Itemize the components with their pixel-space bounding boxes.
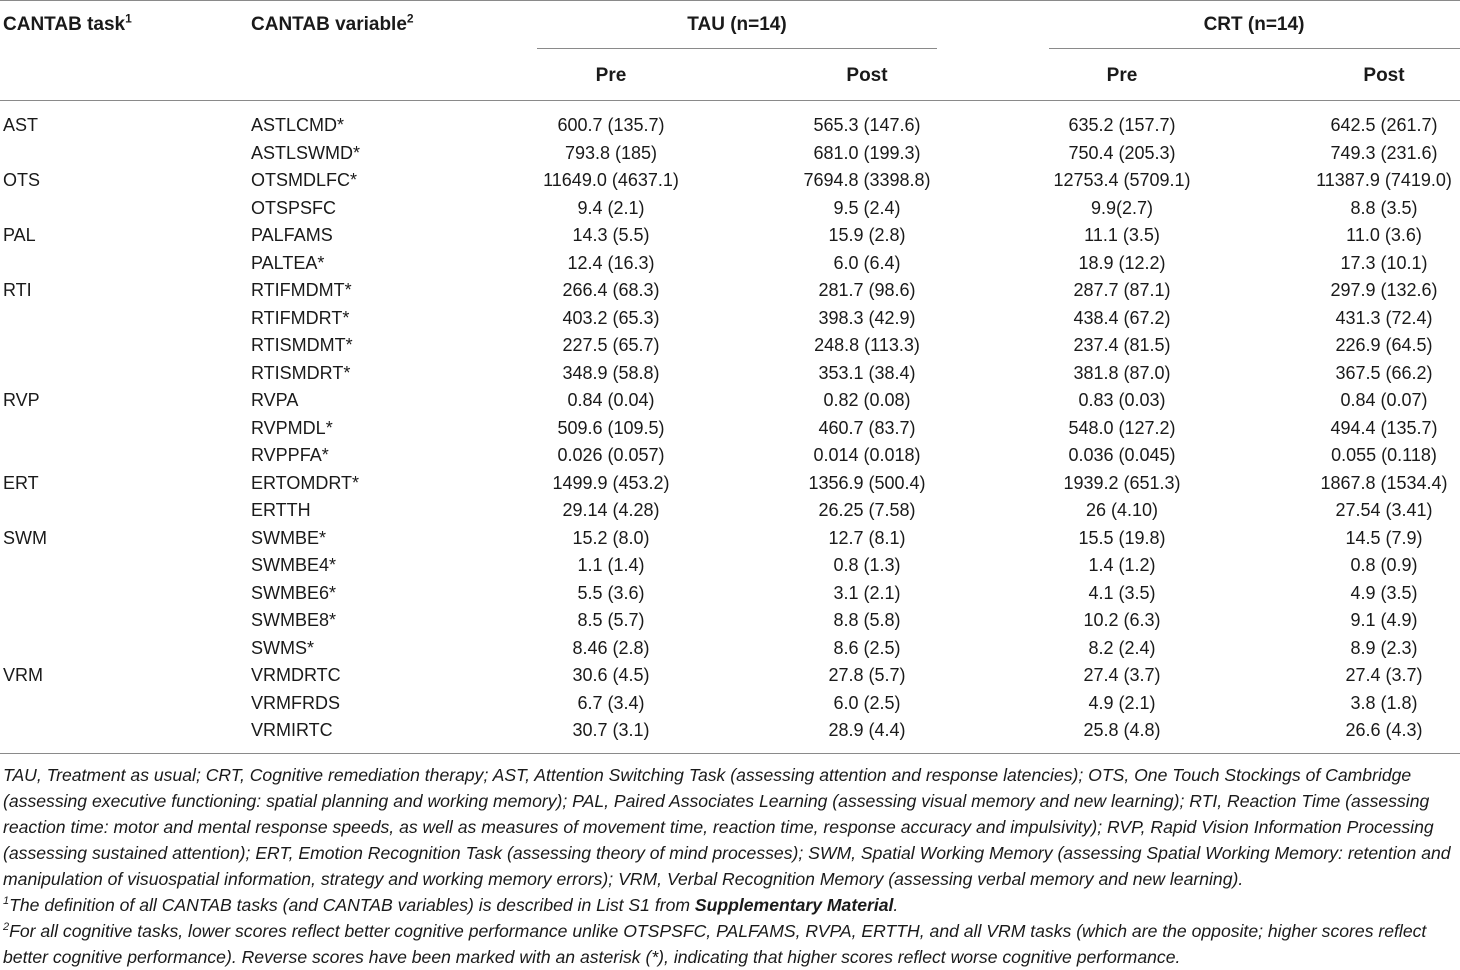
cell-variable: RTISMDMT* bbox=[251, 335, 353, 355]
cell-tau-pre: 266.4 (68.3) bbox=[562, 280, 660, 300]
cell-crt-pre: 27.4 (3.7) bbox=[1083, 665, 1161, 685]
cell-task: OTS bbox=[3, 170, 41, 190]
header-bottom-rule bbox=[0, 100, 1460, 101]
cell-variable: OTSPSFC bbox=[251, 197, 337, 218]
table-row bbox=[0, 167, 1460, 195]
table-row bbox=[0, 415, 1460, 443]
cell-tau-post: 248.8 (113.3) bbox=[814, 335, 920, 355]
cell-tau-post: 398.3 (42.9) bbox=[818, 307, 916, 328]
cell-tau-pre: 509.6 (109.5) bbox=[557, 417, 665, 438]
cell-tau-post: 6.0 (6.4) bbox=[833, 252, 901, 273]
cell-crt-pre: 12753.4 (5709.1) bbox=[1053, 170, 1191, 190]
cell-crt-post: 11387.9 (7419.0) bbox=[1316, 170, 1452, 190]
cell-variable: SWMBE8* bbox=[251, 610, 337, 630]
cell-crt-pre: 548.0 (127.2) bbox=[1068, 417, 1176, 438]
cell-tau-pre: 11649.0 (4637.1) bbox=[543, 170, 679, 190]
cell-variable: PALFAMS bbox=[251, 225, 333, 245]
footnote-1: $^1$The definition of all CANTAB tasks (and CANTAB variables) is described in List S1 from Supplementary Material. bbox=[3, 895, 899, 915]
footnote-abbreviations: TAU, Treatment as usual; CRT, Cognitive remediation therapy; AST, Attention Switching Task (assessing attention and response latencies); OTS, One Touch Stockings of Cambridge (assessing executive functioning: spatial planning and working memory); PAL, Paired Associates Learning (assessing visual memory and new learning); RTI, Reaction Time (assessing reaction time: motor and mental response speeds, as well as measures of movement time, reaction time, response accuracy and impulsivity); RVP, Rapid Vision Information Processing (assessing sustained attention); ERT, Emotion Recognition Task (assessing theory of mind processes); SWM, Spatial Working Memory (assessing Spatial Working Memory: retention and manipulation of visuospatial information, strategy and working memory errors); VRM, Verbal Recognition Memory (assessing verbal memory and new learning). bbox=[3, 765, 1451, 889]
header-crt-post: Post bbox=[1363, 65, 1405, 86]
tau-spanner-rule bbox=[537, 48, 937, 49]
table-row bbox=[0, 580, 1460, 608]
cell-crt-pre: 4.1 (3.5) bbox=[1088, 582, 1156, 603]
cell-tau-post: 15.9 (2.8) bbox=[828, 225, 906, 245]
cell-tau-post: 12.7 (8.1) bbox=[828, 527, 906, 548]
cell-variable: RTISMDRT* bbox=[251, 362, 351, 383]
cell-tau-pre: 0.84 (0.04) bbox=[567, 390, 655, 410]
table-row bbox=[0, 360, 1460, 388]
cell-crt-post: 0.8 (0.9) bbox=[1350, 555, 1418, 575]
cell-crt-pre: 25.8 (4.8) bbox=[1083, 720, 1161, 740]
cell-tau-post: 565.3 (147.6) bbox=[813, 115, 921, 135]
cell-variable: OTSMDLFC* bbox=[251, 170, 358, 190]
footnote-2: $^2$For all cognitive tasks, lower scores reflect better cognitive performance unlike OTSPSFC, PALFAMS, RVPA, ERTTH, and all VRM tasks (which are the opposite; higher scores reflect better cognitive performance). Reverse scores have been marked with an asterisk (*), indicating that higher scores reflect worse cognitive performance. bbox=[3, 921, 1427, 967]
cell-crt-post: 9.1 (4.9) bbox=[1350, 610, 1418, 630]
cell-tau-pre: 8.5 (5.7) bbox=[577, 610, 645, 630]
cell-crt-post: 494.4 (135.7) bbox=[1330, 417, 1438, 438]
cell-variable: RVPPFA* bbox=[251, 445, 329, 465]
header-cantab-task: CANTAB task$^1$ bbox=[3, 11, 132, 35]
cell-variable: RVPMDL* bbox=[251, 417, 333, 438]
cell-tau-pre: 403.2 (65.3) bbox=[562, 307, 660, 328]
cell-crt-post: 27.4 (3.7) bbox=[1345, 665, 1423, 685]
cell-crt-post: 17.3 (10.1) bbox=[1340, 252, 1428, 273]
header-cantab-variable: CANTAB variable$^2$ bbox=[251, 11, 414, 35]
cell-variable: ASTLSWMD* bbox=[251, 142, 361, 163]
cell-crt-post: 367.5 (66.2) bbox=[1335, 362, 1433, 383]
cell-crt-post: 26.6 (4.3) bbox=[1345, 720, 1423, 740]
cell-tau-post: 26.25 (7.58) bbox=[818, 500, 916, 520]
cell-crt-post: 27.54 (3.41) bbox=[1335, 500, 1433, 520]
cell-task: AST bbox=[3, 115, 39, 135]
cell-crt-pre: 10.2 (6.3) bbox=[1083, 610, 1161, 630]
cell-variable: SWMBE4* bbox=[251, 555, 337, 575]
table-row bbox=[0, 305, 1460, 333]
table-row bbox=[0, 635, 1460, 663]
cell-tau-post: 460.7 (83.7) bbox=[818, 417, 916, 438]
cell-crt-post: 749.3 (231.6) bbox=[1330, 142, 1438, 163]
cell-tau-pre: 793.8 (185) bbox=[564, 142, 658, 163]
cell-crt-pre: 750.4 (205.3) bbox=[1068, 142, 1176, 163]
table-footnotes bbox=[3, 762, 1459, 970]
cell-tau-post: 1356.9 (500.4) bbox=[808, 472, 926, 493]
cell-variable: ASTLCMD* bbox=[251, 115, 345, 135]
cell-task: RVP bbox=[3, 390, 40, 410]
cell-tau-pre: 0.026 (0.057) bbox=[557, 445, 665, 465]
cell-crt-pre: 0.036 (0.045) bbox=[1068, 445, 1176, 465]
cell-crt-pre: 18.9 (12.2) bbox=[1078, 252, 1166, 273]
cell-tau-post: 0.82 (0.08) bbox=[823, 390, 911, 410]
cell-crt-post: 8.8 (3.5) bbox=[1350, 197, 1418, 218]
cell-variable: RTIFMDMT* bbox=[251, 280, 352, 300]
cell-variable: SWMBE* bbox=[251, 527, 327, 548]
supplementary-material-link[interactable]: Supplementary Material bbox=[694, 895, 894, 915]
cell-tau-post: 7694.8 (3398.8) bbox=[803, 170, 931, 190]
cell-crt-pre: 9.9(2.7) bbox=[1090, 197, 1154, 218]
cell-variable: SWMS* bbox=[251, 637, 314, 658]
table-row bbox=[0, 277, 1460, 305]
cell-crt-pre: 237.4 (81.5) bbox=[1073, 335, 1171, 355]
cell-tau-pre: 9.4 (2.1) bbox=[577, 197, 645, 218]
cell-tau-post: 6.0 (2.5) bbox=[833, 692, 901, 713]
cell-crt-pre: 438.4 (67.2) bbox=[1073, 307, 1171, 328]
cell-task: VRM bbox=[3, 665, 43, 685]
cell-tau-post: 353.1 (38.4) bbox=[818, 362, 916, 383]
cell-tau-post: 28.9 (4.4) bbox=[828, 720, 906, 740]
cell-tau-pre: 5.5 (3.6) bbox=[577, 582, 645, 603]
cell-variable: VRMFRDS bbox=[251, 692, 340, 713]
top-rule bbox=[0, 0, 1460, 1]
cell-crt-pre: 635.2 (157.7) bbox=[1068, 115, 1176, 135]
cell-variable: SWMBE6* bbox=[251, 582, 337, 603]
cell-crt-post: 4.9 (3.5) bbox=[1350, 582, 1418, 603]
cell-variable: VRMIRTC bbox=[251, 720, 333, 740]
cell-tau-pre: 12.4 (16.3) bbox=[567, 252, 655, 273]
cell-crt-post: 431.3 (72.4) bbox=[1335, 307, 1433, 328]
cell-crt-post: 1867.8 (1534.4) bbox=[1320, 472, 1448, 493]
cell-variable: RTIFMDRT* bbox=[251, 307, 350, 328]
cell-tau-post: 8.8 (5.8) bbox=[833, 610, 901, 630]
cell-tau-post: 27.8 (5.7) bbox=[828, 665, 906, 685]
cell-tau-pre: 14.3 (5.5) bbox=[572, 225, 650, 245]
cell-variable: ERTTH bbox=[251, 500, 311, 520]
cell-crt-post: 8.9 (2.3) bbox=[1350, 637, 1418, 658]
header-tau-post: Post bbox=[846, 65, 888, 86]
table-row bbox=[0, 222, 1460, 250]
header-group-tau: TAU (n=14) bbox=[687, 14, 787, 35]
cell-tau-pre: 30.7 (3.1) bbox=[572, 720, 650, 740]
cell-task: PAL bbox=[3, 225, 36, 245]
cell-tau-post: 281.7 (98.6) bbox=[818, 280, 916, 300]
cell-crt-pre: 26 (4.10) bbox=[1085, 500, 1159, 520]
table-row bbox=[0, 387, 1460, 415]
cell-crt-pre: 11.1 (3.5) bbox=[1084, 225, 1160, 245]
cell-crt-pre: 1939.2 (651.3) bbox=[1063, 472, 1181, 493]
cell-tau-post: 0.8 (1.3) bbox=[833, 555, 901, 575]
cell-crt-post: 11.0 (3.6) bbox=[1346, 225, 1422, 245]
cell-variable: RVPA bbox=[251, 390, 299, 410]
cell-variable: VRMDRTC bbox=[251, 665, 341, 685]
table-row bbox=[0, 195, 1460, 223]
cell-crt-post: 0.055 (0.118) bbox=[1331, 445, 1437, 465]
cell-variable: PALTEA* bbox=[251, 252, 325, 273]
table-row bbox=[0, 552, 1460, 580]
cell-crt-pre: 15.5 (19.8) bbox=[1078, 527, 1166, 548]
crt-spanner-rule bbox=[1049, 48, 1460, 49]
cell-tau-post: 9.5 (2.4) bbox=[833, 197, 901, 218]
cell-tau-pre: 29.14 (4.28) bbox=[562, 500, 660, 520]
cell-tau-pre: 8.46 (2.8) bbox=[572, 637, 650, 658]
cell-tau-pre: 600.7 (135.7) bbox=[557, 115, 665, 135]
cell-crt-pre: 287.7 (87.1) bbox=[1073, 280, 1171, 300]
table-row bbox=[0, 497, 1460, 525]
header-crt-pre: Pre bbox=[1106, 65, 1138, 86]
cell-tau-pre: 1.1 (1.4) bbox=[577, 555, 645, 575]
table-row bbox=[0, 250, 1460, 278]
cell-crt-pre: 1.4 (1.2) bbox=[1088, 555, 1156, 575]
table-row bbox=[0, 717, 1460, 745]
cell-variable: ERTOMDRT* bbox=[251, 472, 360, 493]
cell-crt-post: 297.9 (132.6) bbox=[1330, 280, 1438, 300]
header-tau-pre: Pre bbox=[595, 65, 627, 86]
cell-crt-post: 3.8 (1.8) bbox=[1350, 692, 1418, 713]
cell-tau-post: 681.0 (199.3) bbox=[813, 142, 921, 163]
table-row bbox=[0, 470, 1460, 498]
table-row bbox=[0, 140, 1460, 168]
cell-crt-pre: 4.9 (2.1) bbox=[1088, 692, 1156, 713]
cell-crt-pre: 0.83 (0.03) bbox=[1078, 390, 1166, 410]
cell-task: ERT bbox=[3, 472, 39, 493]
table-row bbox=[0, 442, 1460, 470]
cell-crt-post: 0.84 (0.07) bbox=[1340, 390, 1428, 410]
cell-tau-pre: 6.7 (3.4) bbox=[577, 692, 645, 713]
table-row bbox=[0, 112, 1460, 140]
table-row bbox=[0, 690, 1460, 718]
table-row bbox=[0, 607, 1460, 635]
cell-tau-pre: 227.5 (65.7) bbox=[562, 335, 660, 355]
cell-task: RTI bbox=[3, 280, 32, 300]
cell-task: SWM bbox=[3, 527, 47, 548]
cell-crt-post: 226.9 (64.5) bbox=[1335, 335, 1433, 355]
cell-tau-post: 8.6 (2.5) bbox=[833, 637, 901, 658]
table-row bbox=[0, 332, 1460, 360]
cell-crt-post: 642.5 (261.7) bbox=[1330, 115, 1438, 135]
cell-crt-pre: 8.2 (2.4) bbox=[1088, 637, 1156, 658]
cell-tau-pre: 1499.9 (453.2) bbox=[552, 472, 670, 493]
cell-tau-pre: 15.2 (8.0) bbox=[572, 527, 650, 548]
table-bottom-rule bbox=[0, 753, 1460, 754]
table-body bbox=[0, 112, 1460, 745]
cell-tau-pre: 30.6 (4.5) bbox=[572, 665, 650, 685]
cell-tau-post: 3.1 (2.1) bbox=[833, 582, 901, 603]
cell-tau-post: 0.014 (0.018) bbox=[813, 445, 921, 465]
table-row bbox=[0, 525, 1460, 553]
cell-crt-pre: 381.8 (87.0) bbox=[1073, 362, 1171, 383]
cell-crt-post: 14.5 (7.9) bbox=[1345, 527, 1423, 548]
header-group-crt: CRT (n=14) bbox=[1203, 14, 1305, 35]
cell-tau-pre: 348.9 (58.8) bbox=[562, 362, 660, 383]
table-row bbox=[0, 662, 1460, 690]
